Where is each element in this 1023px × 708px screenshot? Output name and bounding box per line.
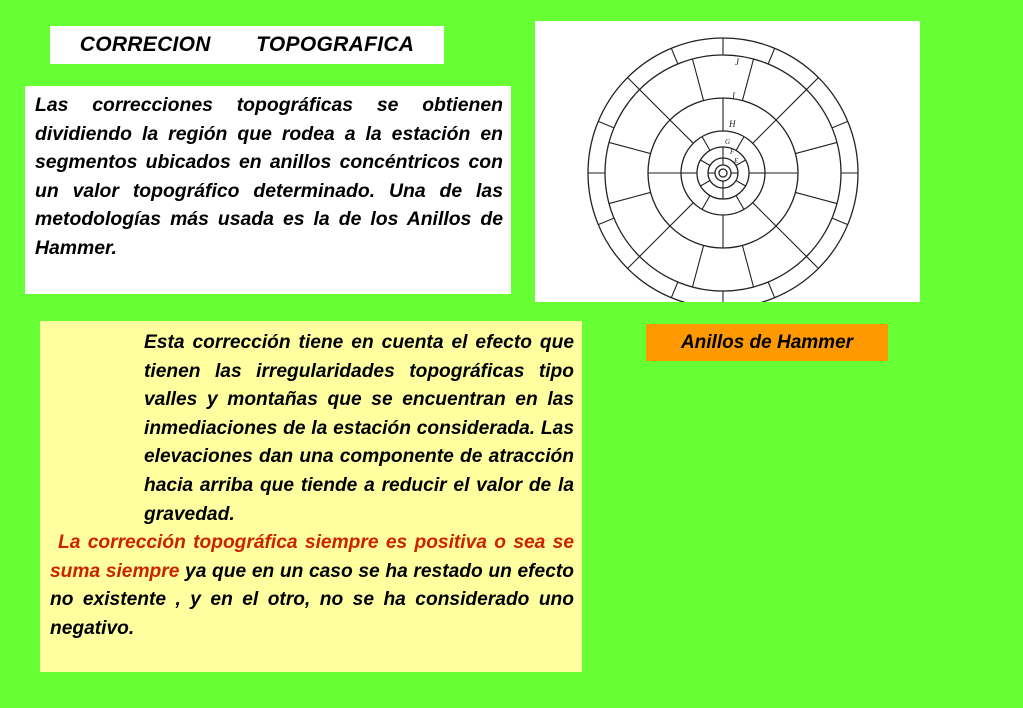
body-paragraph-2-rest: ya que en un caso se ha restado un efecto no existente , y en el otro, no se ha considerado uno negativo. <box>50 560 574 639</box>
ring-label: G <box>725 138 731 146</box>
zone-divider <box>742 59 753 101</box>
zone-divider <box>736 181 746 187</box>
zone-divider <box>768 48 775 64</box>
zone-divider <box>702 137 710 151</box>
zone-divider <box>671 282 678 298</box>
hammer-rings-figure <box>535 21 920 302</box>
zone-divider <box>671 48 678 64</box>
zone-ring <box>715 165 731 181</box>
zone-divider <box>628 78 640 90</box>
zone-divider <box>598 218 614 225</box>
zone-divider <box>768 282 775 298</box>
zone-divider <box>692 245 703 287</box>
zone-divider <box>806 256 818 268</box>
zone-divider <box>640 90 670 120</box>
zone-divider <box>609 142 651 153</box>
ring-label: E <box>734 157 739 165</box>
zone-divider <box>753 203 776 226</box>
zone-divider <box>742 245 753 287</box>
zone-divider <box>670 203 693 226</box>
zone-divider <box>795 192 837 203</box>
body-paragraph-2 <box>50 529 574 643</box>
ring-label: J <box>735 57 739 67</box>
zone-divider <box>700 181 710 187</box>
highlight-text: La corrección topográfica siempre es positiva o sea se suma siempre <box>50 532 574 582</box>
slide-title <box>50 26 444 64</box>
zone-divider <box>702 196 710 210</box>
zone-divider <box>753 120 776 143</box>
ring-label: F <box>730 148 735 156</box>
figure-caption-text: Anillos de Hammer <box>680 331 854 353</box>
zone-divider <box>692 59 703 101</box>
slide-title-text: CORRECION TOPOGRAFICA <box>79 33 415 56</box>
ring-label: I <box>732 91 735 101</box>
zone-divider <box>628 256 640 268</box>
zone-divider <box>670 120 693 143</box>
zone-divider <box>832 121 848 128</box>
intro-text-box <box>25 86 511 294</box>
zone-divider <box>776 90 806 120</box>
intro-text: Las correcciones topográficas se obtienen dividiendo la región que rodea a la estación en segmentos ubicados en anillos concéntricos con un valor topográfico determinado. Una de las metodologías más usada es la de los Anillos de Hammer. <box>35 94 503 259</box>
zone-divider <box>598 121 614 128</box>
zone-divider <box>609 192 651 203</box>
zone-divider <box>640 226 670 256</box>
zone-divider <box>700 160 710 166</box>
body-text-box <box>40 321 582 672</box>
zone-divider <box>776 226 806 256</box>
ring-label: H <box>729 119 736 129</box>
zone-ring <box>588 38 858 302</box>
figure-caption <box>646 324 888 361</box>
zone-ring <box>719 169 727 177</box>
zone-divider <box>736 196 744 210</box>
zone-divider <box>832 218 848 225</box>
zone-divider <box>736 137 744 151</box>
hammer-rings-diagram <box>535 21 920 302</box>
zone-divider <box>795 142 837 153</box>
zone-divider <box>806 78 818 90</box>
body-paragraph-1: Esta corrección tiene en cuenta el efecto que tienen las irregularidades topográficas tipo valles y montañas que se encuentran en las inmediaciones de la estación considerada. Las elevaciones dan una componente de atracción hacia arriba que tiende a reducir el valor de la gravedad. <box>144 332 574 525</box>
